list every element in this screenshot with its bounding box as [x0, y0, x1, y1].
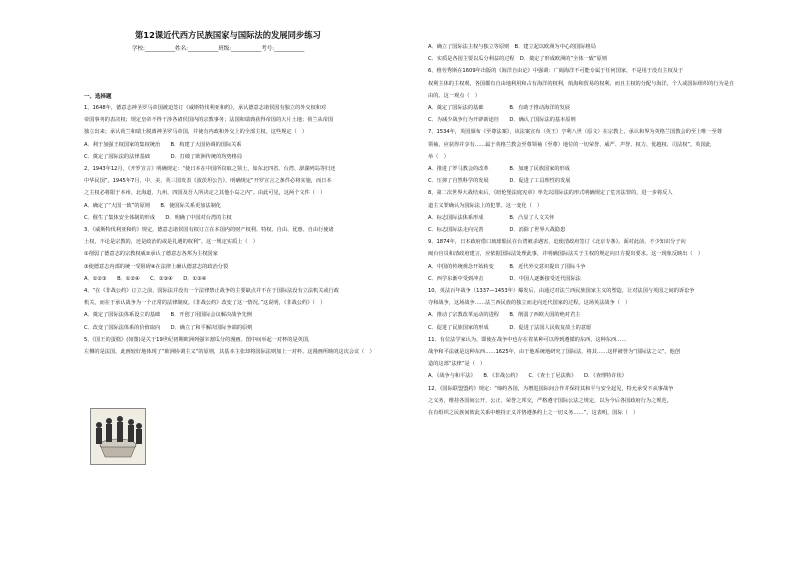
leftcol-line: 4、“在《非战公约》订立之前，国际法并没有一个法律禁止战争的主要缺点并不在于国际法没有立法机关或行政 [84, 288, 339, 294]
page-title: 第12课近代西方民族国家与国际法的发展同步练习 [135, 30, 321, 40]
rightcol-line: C．压抑了自然科学的发展 D．促进了工具理性的发展 [428, 178, 571, 185]
leftcol-line: ③使德意志内部的统一受阻碍④在法律上确认德意志的政治分裂 [84, 263, 229, 270]
leftcol-line: 土权，不论是宗教的，还是政治的或是礼遇的权利”。这一规定实质上（ ） [84, 239, 258, 246]
rightcol-line: 闽台官员和清政府建言，应依据国际法处理此事，并明确国际法关于主权的规定向日方提出要求。这一现象反映出（ ） [428, 251, 703, 258]
leftcol-line: C．改变了国际法体系的价值取向 D．确立了和平解决国际争端的原则 [84, 324, 253, 331]
rightcol-line: C．西学东渐中受到冲击 D．中国人逐渐接受近代国际法 [428, 275, 581, 282]
cartoon-illustration [90, 408, 146, 465]
leftcol-line: 帝国事务的表决权；规定皇帝不得干涉各诸侯国内的宗教事务；法国和瑞典获得帝国的大片土地；荷兰从帝国 [84, 117, 334, 124]
rightcol-line: 9、1874年，日本政府借口琉球船民在台湾被杀遇害，迫使清政府签订《北京专条》。面对此前，不少知识分子向 [428, 239, 686, 246]
leftcol-line: C．催生了集体安全体制的形成 D．明确了中国对台湾的主权 [84, 214, 232, 221]
rightcol-line: 之义务，维持各国间公开、公正、荣誉之邦交，严格遵守国际公法之规定，以为今后各国政府行为之规范， [428, 397, 672, 404]
rightcol-line: 7、1534年，英国颁布《至尊法案》，该法案宣布（英王）亨利八世（原文）在宗教上，承认和界为英格兰国教会的至上唯一至尊 [428, 129, 723, 136]
rightcol-line: 6、格劳秀斯在1609年出版的《海洋自由论》中强调：广阔海洋不可能专属于任何国家，不是用于没有主权及于 [428, 68, 684, 75]
rightcol-line: A．推进了罗马教会的改革 B．加速了民族国家的形成 [428, 166, 570, 172]
rightcol-line: 12、《国际联盟盟约》规定：“缔约各国，为增进国际间合作并保持其和平与安全起见，特允承受不从事战争 [428, 385, 674, 392]
rightcol-line: 造的这部“法律”是（ ） [428, 361, 486, 368]
rightcol-line: 战争和平法就是这种东西……1625年，由于他系统地研究了国际法，将其……这样被誉为“国际法之父”。他创 [428, 349, 681, 355]
rightcol-line: A．标志国际法体系形成 B．凸显了人文关怀 [428, 214, 555, 221]
leftcol-line: 中华民国”。1945年7月，中、美、英三国发表《波茨坦公告》，明确规定“开罗宣言之条件必将实施，而日本 [84, 178, 332, 185]
rightcol-line: 道主义罪确认为国际法上的犯罪。这一变化（ ） [428, 202, 543, 209]
rightcol-line: C．标志国际法走向完善 D．消除了世界大战隐患 [428, 227, 566, 233]
leftcol-line: ①削弱了德意志的宗教权威②承认了德意志各邦为主权国家 [84, 251, 218, 258]
rightcol-line: 10、英法百年战争（1337—1453年）爆发后，由通过对法兰西民族国家主义的塑造，让对法国与英国之间的诉讼争 [428, 288, 695, 294]
leftcol-line: 之主权必将限于本州、北海道、九州、四国及吾人所决定之其他小岛之内”。由此可见，这两个文件（ ） [84, 190, 326, 197]
rightcol-line: C．促进了民族国家的形成 D．促进了法国人民收复故土的意愿 [428, 324, 592, 331]
leftcol-line: C．奠定了国际法的法律基础 D．打破了欧洲传统的均势格局 [84, 153, 243, 160]
leftcol-line: A．奠定了国际法体系设立的基础 B．开创了用国际会议解决战争先例 [84, 312, 252, 319]
rightcol-line: 8、第二次世界大战结束后，《纽伦堡法庭宪章》率先以国际法的形式明确规定了危害法罪的，进一步将反人 [428, 190, 673, 197]
leftcol-line: A．确定了“大国一致”的原则 B．使国际关系更加法制化 [84, 202, 221, 209]
student-info-line: 学校:___________姓名:___________班级:___________考号:___________ [132, 46, 305, 52]
rightcol-line: C．实质是各国主要以瓜分利益的过程 D．奠定了形成欧洲的“全体一致”原则 [428, 56, 607, 63]
leftcol-line: 3、《威斯特伐利亚和约》规定，德意志诸侯国有权订立在本国内的财产权利、特权、自由、优惠、自由行使诸 [84, 227, 334, 233]
leftcol-line: 独立出来；承认荷兰和瑞士脱离神圣罗马帝国，并使有内政和外交上的全部主权。这些规定（ ） [84, 129, 308, 136]
leftcol-line: 5、《国王的蛋糕》(如图)是关于19世纪初期欧洲列强宰割瓜分的漫画。图中间举起一对杯的是英国， [84, 336, 314, 343]
leftcol-line: A．利于加强王权国家的集权统治 B．构建了大国协调的国际关系 [84, 141, 242, 148]
rightcol-line: 举（ ） [428, 153, 449, 160]
section-heading: 一、选择题 [84, 94, 112, 100]
leftcol-line: 左侧的是法国。此画较好地体现了“欧洲协调主义”的原则，其基本主张却将国际法则加上一对杯。这漫画所映的这次会议（ ） [84, 349, 375, 355]
leftcol-line: 2、1943年12月，《开罗宣言》明确规定：“使日本在中国所窃取之领土，如东北四省、台湾、澎湖列岛等归还 [84, 166, 336, 172]
rightcol-line: 11、有位法学家认为，即使在战争中也存在着某种可以得到遵循的东西，这种东西…… [428, 336, 627, 343]
rightcol-line: 由的。这一观点（ ） [428, 92, 480, 99]
rightcol-line: 权利主体的主权观，各国都有自由地利用和占有海洋的权利，航海和贸易的权利，而且主权的分配与海洋，个人或国际组织的行为是自 [428, 80, 735, 87]
rightcol-line: 领袖，应获得并享有……属于英格兰教会至尊领袖（至尊）地位的一切荣誉、威严、声誉、权力、优越权、司法权”。英国此 [428, 141, 711, 148]
leftcol-line: 机关，而在于承认战争为一个正常的法律制度。《非战公约》改变了这一情况。”这说明，《非战公约》（ ） [84, 300, 326, 307]
rightcol-line: A．奠定了国际法的基础 B．有助于推动海洋的发展 [428, 105, 570, 111]
rightcol-line: 夺和战争，这场战争……法兰西民族的独立而走向近代国家的过程。这场英法战争（ ） [428, 300, 631, 307]
rightcol-line: A．中国的传统观念开始转变 B．近代外交意识提出了国际斗争 [428, 263, 586, 270]
rightcol-line: A．推动了宗教改革运动的进程 B．削弱了西欧大国的绝对君主 [428, 312, 581, 319]
rightcol-line: 在有组织之民族间彼此关系中维持正义并恪遵条约上之一切义务……”。这表明，国际（ ） [428, 410, 639, 416]
rightcol-line: C．为减少战争行为开辟新途径 D．确认了国际法的基本原则 [428, 117, 576, 124]
leftcol-line: 1、1648年，德意志神圣罗马帝国被迫签订《威斯特伐利亚和约》，承认德意志诸侯国有独立的外交权和对 [84, 105, 327, 111]
rightcol-line: A．确立了国际法主权与独立等原则 B．建立起以欧洲为中心的国际格局 [428, 44, 596, 50]
leftcol-line: A．①②③ B．①②④ C．②③④ D．①③④ [84, 275, 207, 282]
rightcol-line: A．《战争与和平法》 B．《非战公约》 C．《查士丁尼法典》 D．《查理特许状》 [428, 373, 627, 380]
